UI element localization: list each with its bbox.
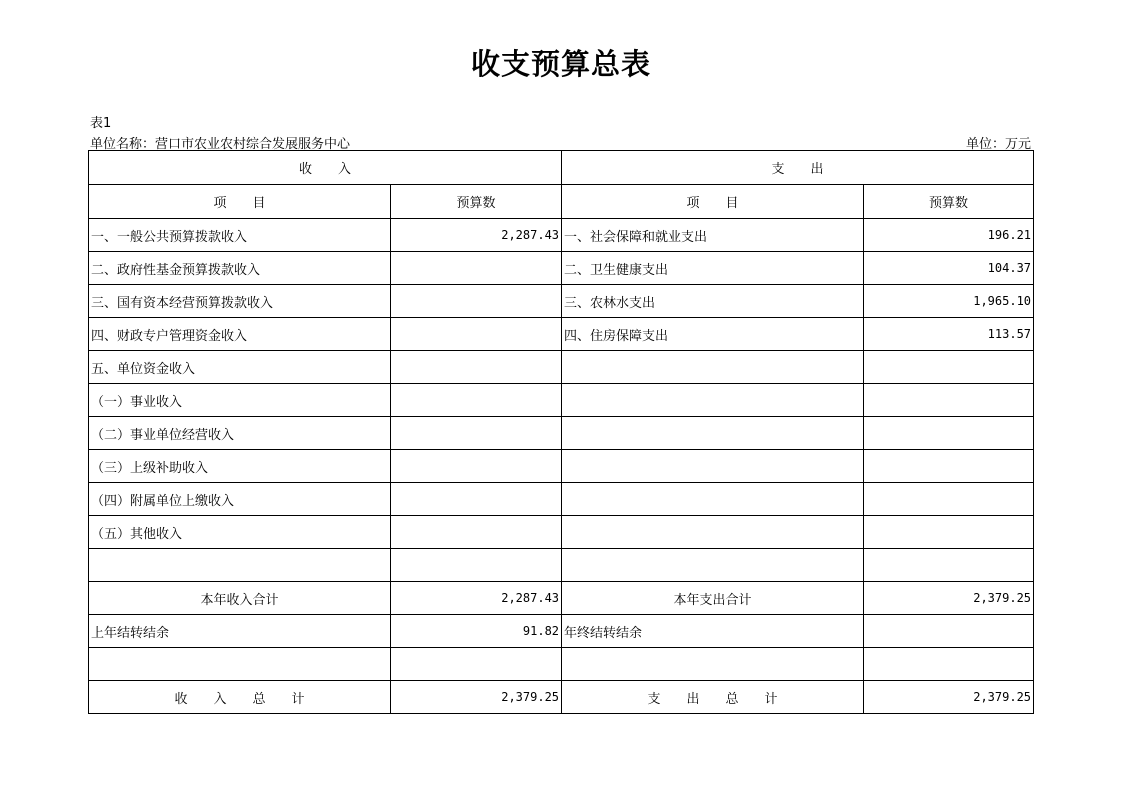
income-item-cell: （三）上级补助收入 (89, 450, 391, 483)
year-end-carryover-label: 年终结转结余 (562, 615, 864, 648)
year-end-carryover-value (864, 615, 1034, 648)
currency-unit-label: 单位：万元 (965, 137, 1031, 152)
table-row (89, 351, 1034, 384)
income-value-cell (391, 318, 562, 351)
income-total-label: 收 入 总 计 (89, 681, 391, 714)
expense-item-cell: 四、住房保障支出 (562, 318, 864, 351)
grand-total-row (89, 681, 1034, 714)
table-row (89, 285, 1034, 318)
income-section-header: 收 入 (89, 151, 562, 185)
expense-subtotal-value: 2,379.25 (864, 582, 1034, 615)
expense-value-cell (864, 549, 1034, 582)
prior-year-carryover-value: 91.82 (391, 615, 562, 648)
expense-total-value: 2,379.25 (864, 681, 1034, 714)
income-item-cell: 一、一般公共预算拨款收入 (89, 219, 391, 252)
expense-item-cell: 二、卫生健康支出 (562, 252, 864, 285)
income-value-cell: 2,287.43 (391, 219, 562, 252)
income-value-cell (391, 252, 562, 285)
empty-cell (864, 648, 1034, 681)
expense-value-cell (864, 417, 1034, 450)
expense-total-label: 支 出 总 计 (562, 681, 864, 714)
income-value-cell (391, 549, 562, 582)
income-value-cell (391, 516, 562, 549)
expense-item-cell (562, 417, 864, 450)
empty-row (89, 648, 1034, 681)
table-number: 表1 (90, 116, 112, 131)
expense-item-cell (562, 450, 864, 483)
page-title: 收支预算总表 (470, 47, 651, 81)
expense-value-cell (864, 384, 1034, 417)
income-item-column-header: 项 目 (89, 185, 391, 219)
table-row (89, 549, 1034, 582)
expense-budget-column-header: 预算数 (864, 185, 1034, 219)
table-row (89, 219, 1034, 252)
expense-item-cell: 三、农林水支出 (562, 285, 864, 318)
income-budget-column-header: 预算数 (391, 185, 562, 219)
table-row (89, 318, 1034, 351)
table-row (89, 450, 1034, 483)
expense-item-cell (562, 384, 864, 417)
income-subtotal-label: 本年收入合计 (89, 582, 391, 615)
income-item-cell: 三、国有资本经营预算拨款收入 (89, 285, 391, 318)
table-row (89, 483, 1034, 516)
table-row (89, 384, 1034, 417)
income-subtotal-value: 2,287.43 (391, 582, 562, 615)
expense-subtotal-label: 本年支出合计 (562, 582, 864, 615)
expense-value-cell (864, 450, 1034, 483)
table-row (89, 417, 1034, 450)
income-item-cell (89, 549, 391, 582)
expense-value-cell: 196.21 (864, 219, 1034, 252)
table-row (89, 252, 1034, 285)
table-section-header-row (89, 151, 1034, 185)
expense-section-header: 支 出 (562, 151, 1034, 185)
income-item-cell: （一）事业收入 (89, 384, 391, 417)
budget-summary-table (88, 150, 1034, 714)
income-value-cell (391, 483, 562, 516)
income-item-cell: 五、单位资金收入 (89, 351, 391, 384)
empty-cell (391, 648, 562, 681)
expense-value-cell: 104.37 (864, 252, 1034, 285)
income-item-cell: 二、政府性基金预算拨款收入 (89, 252, 391, 285)
income-total-value: 2,379.25 (391, 681, 562, 714)
empty-cell (562, 648, 864, 681)
expense-value-cell (864, 483, 1034, 516)
subtotal-row (89, 582, 1034, 615)
expense-item-cell (562, 516, 864, 549)
expense-item-cell: 一、社会保障和就业支出 (562, 219, 864, 252)
income-item-cell: （二）事业单位经营收入 (89, 417, 391, 450)
expense-item-column-header: 项 目 (562, 185, 864, 219)
income-value-cell (391, 285, 562, 318)
income-value-cell (391, 450, 562, 483)
expense-value-cell: 1,965.10 (864, 285, 1034, 318)
prior-year-carryover-label: 上年结转结余 (89, 615, 391, 648)
income-item-cell: （四）附属单位上缴收入 (89, 483, 391, 516)
expense-item-cell (562, 549, 864, 582)
expense-item-cell (562, 483, 864, 516)
expense-item-cell (562, 351, 864, 384)
expense-value-cell (864, 516, 1034, 549)
expense-value-cell: 113.57 (864, 318, 1034, 351)
unit-name-label: 单位名称：营口市农业农村综合发展服务中心 (90, 137, 351, 152)
carryover-row (89, 615, 1034, 648)
income-value-cell (391, 417, 562, 450)
income-item-cell: （五）其他收入 (89, 516, 391, 549)
table-column-header-row (89, 185, 1034, 219)
empty-cell (89, 648, 391, 681)
expense-value-cell (864, 351, 1034, 384)
table-row (89, 516, 1034, 549)
income-value-cell (391, 384, 562, 417)
income-value-cell (391, 351, 562, 384)
income-item-cell: 四、财政专户管理资金收入 (89, 318, 391, 351)
